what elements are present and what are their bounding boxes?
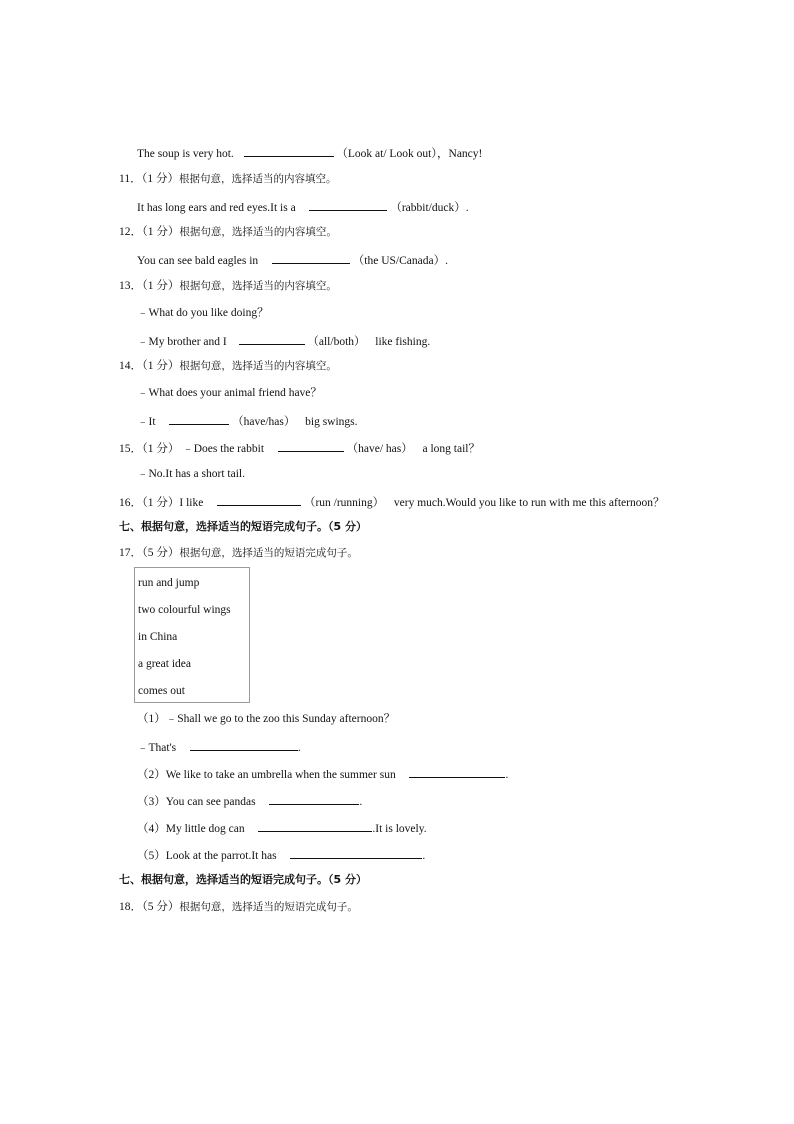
q11-text: It has long ears and red eyes.It is a	[137, 202, 296, 214]
q13-text-end: like fishing.	[375, 336, 431, 348]
q13-text: ﹣My brother and I	[137, 336, 227, 348]
q10-answer-blank[interactable]	[244, 145, 334, 157]
q17-answer-blank[interactable]	[258, 820, 372, 832]
q15-number: 15．	[119, 443, 142, 455]
word-bank-item: comes out	[138, 685, 185, 697]
q17-answer-blank[interactable]	[290, 847, 422, 859]
q17-item-1	[137, 712, 395, 726]
q12-answer-blank[interactable]	[272, 252, 350, 264]
q15-options: （have/ has）	[346, 443, 413, 455]
q15-line-2: ﹣No.It has a short tail.	[137, 468, 245, 480]
q10-options: （Look at/ Look out），Nancy!	[336, 148, 483, 160]
q17-number: 17．	[119, 547, 142, 559]
q16-line	[119, 494, 664, 510]
q17-item-label: （1）	[137, 713, 166, 725]
q13-instruction: 根据句意，选择适当的内容填空。	[179, 280, 337, 292]
q17-item-text: Look at the parrot.It has	[165, 850, 277, 862]
q12-text: You can see bald eagles in	[137, 255, 259, 267]
q17-item-text: We like to take an umbrella when the summer sun	[165, 769, 396, 781]
section-heading-repeat: 七、根据句意，选择适当的短语完成句子。（5 分）	[119, 873, 367, 886]
q11-options: （rabbit/duck）.	[390, 202, 469, 214]
q13-header	[119, 279, 337, 293]
q11-instruction: 根据句意，选择适当的内容填空。	[178, 173, 337, 185]
section-heading: 七、根据句意，选择适当的短语完成句子。（5 分）	[119, 520, 367, 533]
q17-item-end: .It is lovely.	[372, 823, 427, 835]
q17-item-2	[137, 766, 508, 782]
q17-instruction: 根据句意，选择适当的短语完成句子。	[179, 547, 358, 559]
q15-text: ﹣Does the rabbit	[182, 443, 265, 455]
q17-item-end: .	[422, 850, 426, 862]
word-bank-item: in China	[138, 631, 178, 643]
word-bank-item: a great idea	[138, 658, 191, 670]
q14-score: （1 分）	[142, 360, 180, 372]
q17-item-4	[137, 820, 427, 836]
q17-answer-blank[interactable]	[409, 766, 505, 778]
q16-text-end: very much.Would you like to run with me this afternoon？	[393, 497, 665, 509]
q14-header	[119, 359, 337, 373]
q12-score: （1 分）	[142, 226, 180, 238]
q12-options: （the US/Canada）.	[352, 255, 448, 267]
q13-answer-blank[interactable]	[239, 333, 305, 345]
q17-header	[119, 546, 358, 560]
q11-number: 11．	[119, 173, 142, 185]
q17-item-1-response	[137, 739, 301, 755]
q17-answer-blank[interactable]	[269, 793, 359, 805]
q17-item-text: ﹣That's	[137, 742, 177, 754]
q14-instruction: 根据句意，选择适当的内容填空。	[179, 360, 337, 372]
q17-item-label: （2）	[137, 769, 166, 781]
q17-item-text: You can see pandas	[165, 796, 256, 808]
q15-score: （1 分）	[142, 443, 180, 455]
q12-number: 12．	[119, 226, 142, 238]
q18-number: 18．	[119, 901, 142, 913]
q13-number: 13．	[119, 280, 142, 292]
q12-instruction: 根据句意，选择适当的内容填空。	[179, 226, 337, 238]
q12-sentence	[137, 252, 448, 268]
q17-item-end: .	[297, 742, 301, 754]
q15-answer-blank[interactable]	[278, 440, 344, 452]
q15-line-1	[119, 440, 480, 456]
q17-answer-blank[interactable]	[190, 739, 298, 751]
q14-options: （have/has）	[232, 416, 296, 428]
q15-text-end: a long tail？	[422, 443, 480, 455]
q17-item-end: .	[505, 769, 509, 781]
q11-header	[119, 172, 336, 186]
q17-item-label: （5）	[137, 850, 166, 862]
q16-options: （run /running）	[303, 497, 385, 509]
q10-text: The soup is very hot.	[137, 148, 234, 160]
q16-number: 16．	[119, 497, 142, 509]
q16-answer-blank[interactable]	[217, 494, 301, 506]
q11-answer-blank[interactable]	[309, 199, 387, 211]
q13-options: （all/both）	[307, 336, 366, 348]
q14-dialog-line-2	[137, 413, 358, 429]
q17-item-text: My little dog can	[165, 823, 245, 835]
q14-text-end: big swings.	[305, 416, 358, 428]
q17-item-label: （3）	[137, 796, 166, 808]
q13-dialog-line-2	[137, 333, 430, 349]
q16-text: I like	[179, 497, 204, 509]
q14-text: ﹣It	[137, 416, 156, 428]
q17-item-text: ﹣Shall we go to the zoo this Sunday afternoon？	[165, 713, 396, 725]
word-bank-item: two colourful wings	[138, 604, 231, 616]
q17-item-end: .	[359, 796, 363, 808]
q14-dialog-line-1: ﹣What does your animal friend have？	[137, 387, 322, 399]
word-bank-item: run and jump	[138, 577, 200, 589]
q10-sentence	[137, 145, 482, 161]
q12-header	[119, 225, 337, 239]
q11-score: （1 分）	[141, 173, 179, 185]
q13-dialog-line-1: ﹣What do you like doing？	[137, 307, 269, 319]
q17-item-label: （4）	[137, 823, 166, 835]
q18-header	[119, 900, 358, 914]
q17-score: （5 分）	[142, 547, 180, 559]
word-bank-box	[134, 567, 250, 703]
q14-answer-blank[interactable]	[169, 413, 229, 425]
q18-instruction: 根据句意，选择适当的短语完成句子。	[179, 901, 358, 913]
q14-number: 14．	[119, 360, 142, 372]
q11-sentence	[137, 199, 469, 215]
q17-item-5	[137, 847, 425, 863]
q17-item-3	[137, 793, 362, 809]
q18-score: （5 分）	[142, 901, 180, 913]
q16-score: （1 分）	[142, 497, 180, 509]
q13-score: （1 分）	[142, 280, 180, 292]
